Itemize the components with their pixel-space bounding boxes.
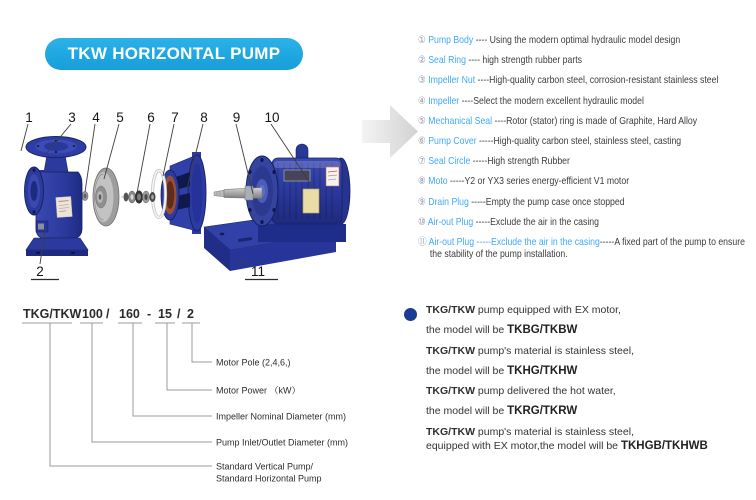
part-name: Drain Plug bbox=[428, 196, 469, 208]
model-prefix: TKG/TKW bbox=[426, 304, 475, 316]
page-title: TKW HORIZONTAL PUMP bbox=[67, 44, 281, 63]
part-desc: -----Empty the pump case once stopped bbox=[468, 196, 625, 208]
variant-line bbox=[426, 427, 746, 439]
circled-number: ① bbox=[418, 35, 426, 46]
drain-plug bbox=[38, 224, 44, 230]
variant-text: the model will be bbox=[426, 364, 508, 377]
part-desc: ----Rotor (stator) ring is made of Graphite, Hard Alloy bbox=[492, 115, 698, 127]
label-impeller-diameter: Impeller Nominal Diameter (mm) bbox=[216, 411, 347, 422]
part-item-6 bbox=[418, 136, 749, 148]
variant-text: pump's material is stainless steel, bbox=[475, 425, 634, 438]
circled-number: ⑪ bbox=[418, 236, 427, 248]
circled-number: ⑥ bbox=[418, 135, 426, 147]
part-item-8 bbox=[418, 176, 749, 188]
part-desc: -----A fixed part of the pump to ensure the stability of the pump installation. bbox=[429, 236, 745, 260]
parts-list bbox=[418, 35, 749, 269]
label-motor-pole: Motor Pole (2,4,6,) bbox=[216, 357, 291, 368]
part-item-11 bbox=[418, 237, 749, 261]
pump-exploded-diagram bbox=[0, 95, 430, 295]
part-number-7: 7 bbox=[171, 110, 179, 125]
impeller-nut bbox=[82, 192, 88, 201]
impeller bbox=[93, 168, 119, 226]
part-name: Mechanical Seal bbox=[428, 115, 493, 127]
variant-line bbox=[426, 441, 746, 453]
part-desc: -----High-quality carbon steel, stainless steel, casting bbox=[476, 135, 682, 147]
label-inlet-outlet-diameter: Pump Inlet/Outlet Diameter (mm) bbox=[216, 437, 349, 448]
model-series: TKG/TKW bbox=[23, 307, 82, 321]
model-pole: 2 bbox=[187, 307, 194, 321]
pump-body bbox=[25, 137, 89, 257]
variant-text: the model will be bbox=[426, 324, 508, 337]
motor-nameplate-yellow bbox=[303, 189, 319, 213]
part-desc: ---- high strength rubber parts bbox=[465, 55, 583, 67]
part-number-8: 8 bbox=[200, 110, 208, 125]
part-desc: ----High-quality carbon steel, corrosion-resistant stainless steel bbox=[475, 75, 719, 87]
variant-text: the model will be bbox=[426, 405, 508, 418]
model-code-labels bbox=[216, 358, 348, 484]
circled-number: ③ bbox=[418, 75, 426, 87]
model-code-lines bbox=[22, 323, 212, 466]
model-prefix: TKG/TKW bbox=[426, 425, 475, 438]
variant-text: pump's material is stainless steel, bbox=[475, 344, 634, 357]
variant-model-code: TKHG/TKHW bbox=[507, 364, 578, 377]
motor-sticker bbox=[326, 167, 339, 186]
part-item-1 bbox=[418, 35, 749, 47]
part-name: Impeller bbox=[428, 95, 460, 107]
part-item-7 bbox=[418, 156, 749, 168]
part-number-5: 5 bbox=[116, 110, 124, 125]
title-banner bbox=[45, 38, 303, 70]
circled-number: ④ bbox=[418, 95, 426, 107]
part-desc: -----High strength Rubber bbox=[470, 156, 570, 168]
part-name: Air-out Plug bbox=[428, 236, 475, 248]
part-name: Air-out Plug bbox=[427, 216, 474, 228]
pump-cover bbox=[161, 152, 206, 234]
circled-number: ⑨ bbox=[418, 196, 426, 208]
part-number-2: 2 bbox=[36, 264, 44, 279]
motor bbox=[214, 144, 350, 226]
part-desc-blue: -----Exclude the air in the casing bbox=[474, 236, 600, 248]
part-number-3: 3 bbox=[68, 110, 76, 125]
motor-shaft bbox=[214, 186, 262, 200]
variant-model-code: TKRG/TKRW bbox=[507, 405, 578, 418]
variant-model-code: TKBG/TKBW bbox=[507, 324, 578, 337]
part-name: Seal Circle bbox=[428, 156, 471, 168]
part-number-10: 10 bbox=[264, 110, 280, 125]
model-slash2: / bbox=[177, 307, 181, 321]
part-name: Pump Cover bbox=[428, 135, 477, 147]
part-item-3 bbox=[418, 75, 749, 87]
label-motor-power: Motor Power （kW） bbox=[216, 385, 301, 396]
model-code-breakdown bbox=[0, 295, 390, 495]
part-number-1: 1 bbox=[25, 110, 33, 125]
part-desc: ---- Using the modern optimal hydraulic model design bbox=[473, 35, 681, 46]
circled-number: ⑧ bbox=[418, 176, 426, 188]
circled-number: ⑦ bbox=[418, 156, 426, 168]
part-name: Pump Body bbox=[428, 35, 474, 46]
model-prefix: TKG/TKW bbox=[426, 344, 475, 357]
part-item-4 bbox=[418, 96, 749, 108]
part-item-10 bbox=[418, 217, 749, 229]
variant-line bbox=[426, 325, 746, 337]
part-item-9 bbox=[418, 197, 749, 209]
circled-number: ⑤ bbox=[418, 115, 426, 127]
variant-text: equipped with EX motor,the model will be bbox=[426, 439, 621, 452]
label-standard-pump-2: Standard Horizontal Pump bbox=[216, 473, 322, 484]
model-impeller: 160 bbox=[119, 307, 140, 321]
variant-line bbox=[426, 366, 746, 378]
part-desc: ----Select the modern excellent hydraulic model bbox=[459, 95, 644, 107]
variant-text: pump equipped with EX motor, bbox=[475, 304, 621, 316]
variant-models bbox=[426, 305, 746, 461]
variant-line bbox=[426, 406, 746, 418]
label-standard-pump-1: Standard Vertical Pump/ bbox=[216, 461, 314, 472]
part-name: Moto bbox=[428, 176, 448, 188]
model-slash1: / bbox=[106, 307, 110, 321]
variant-text: pump delivered the hot water, bbox=[475, 385, 616, 398]
pump-body-label bbox=[56, 197, 72, 218]
part-item-2 bbox=[418, 55, 749, 67]
variant-model-code: TKHGB/TKHWB bbox=[620, 439, 708, 452]
part-number-6: 6 bbox=[147, 110, 155, 125]
circled-number: ② bbox=[418, 55, 426, 67]
part-name: Impeller Nut bbox=[428, 75, 476, 87]
bullet-icon bbox=[404, 308, 417, 321]
part-desc: -----Y2 or YX3 series energy-efficient V1 motor bbox=[447, 176, 630, 188]
motor-nameplate-dark bbox=[284, 170, 310, 181]
part-number-9: 9 bbox=[232, 110, 241, 125]
model-code-string bbox=[23, 307, 194, 321]
arrow-right-icon bbox=[362, 105, 418, 158]
variant-line bbox=[426, 346, 746, 358]
part-item-5 bbox=[418, 116, 749, 128]
motor-foot bbox=[258, 224, 346, 242]
model-dash: - bbox=[147, 307, 152, 321]
variant-line bbox=[426, 386, 746, 398]
part-name: Seal Ring bbox=[428, 55, 466, 67]
part-number-11: 11 bbox=[250, 264, 266, 279]
model-inlet: 100 bbox=[82, 307, 103, 321]
model-prefix: TKG/TKW bbox=[426, 385, 475, 398]
part-number-4: 4 bbox=[92, 110, 100, 125]
variant-line bbox=[426, 305, 746, 317]
circled-number: ⑩ bbox=[418, 216, 426, 228]
model-power: 15 bbox=[158, 307, 172, 321]
part-desc: -----Exclude the air in the casing bbox=[473, 216, 599, 228]
